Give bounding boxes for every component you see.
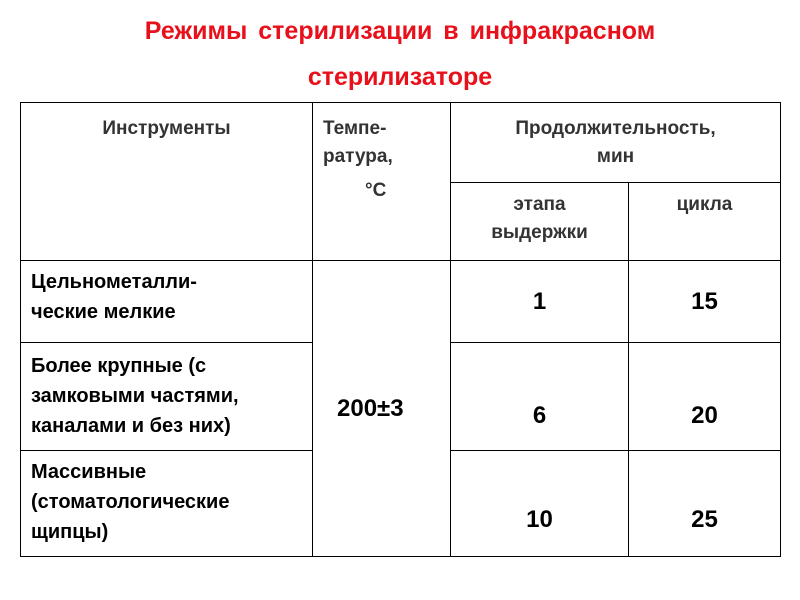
cycle-value-cell	[629, 451, 781, 557]
cycle-value: 15	[691, 287, 718, 315]
header-temperature-line-1: Темпе-	[323, 118, 387, 139]
stage-value: 6	[532, 402, 547, 429]
instrument-line: (стоматологические	[31, 491, 230, 513]
cycle-value-cell	[629, 343, 781, 451]
sterilization-table	[20, 102, 781, 557]
header-stage-line-2: выдержки	[491, 222, 588, 243]
instrument-line: Цельнометалли-	[31, 271, 197, 293]
header-duration-line-1: Продолжительность,	[515, 118, 716, 139]
cycle-value: 25	[691, 506, 718, 533]
header-instruments-label: Инструменты	[102, 118, 231, 139]
header-temperature-line-2: ратура,	[323, 146, 393, 167]
header-cycle	[629, 183, 781, 261]
header-duration-line-2: мин	[596, 146, 635, 167]
cycle-value-cell	[629, 261, 781, 343]
header-stage	[451, 183, 629, 261]
page-title	[0, 8, 800, 100]
instrument-line: Более крупные (с	[31, 355, 207, 377]
stage-value-cell	[451, 261, 629, 343]
instrument-line: каналами и без них)	[31, 415, 231, 437]
header-duration	[451, 103, 781, 183]
instrument-line: щипцы)	[31, 521, 109, 543]
stage-value: 1	[532, 287, 547, 315]
title-line-2: стерилизаторе	[307, 63, 493, 91]
stage-value-cell	[451, 343, 629, 451]
table-row	[21, 261, 781, 343]
instrument-cell	[21, 343, 313, 451]
header-row-1	[21, 103, 781, 183]
header-stage-line-1: этапа	[513, 194, 566, 215]
title-line-1: Режимы стерилизации в инфракрасном	[144, 17, 656, 45]
temperature-value-cell	[313, 261, 451, 557]
instrument-cell	[21, 451, 313, 557]
cycle-value: 20	[691, 402, 718, 429]
stage-value-cell	[451, 451, 629, 557]
instrument-line: ческие мелкие	[31, 301, 176, 323]
instrument-line: Массивные	[31, 461, 147, 483]
header-temperature-unit: °С	[365, 180, 387, 201]
header-instruments	[21, 103, 313, 261]
instrument-cell	[21, 261, 313, 343]
temperature-value: 200±3	[337, 394, 404, 422]
stage-value: 10	[526, 506, 553, 533]
header-temperature	[313, 103, 451, 261]
instrument-line: замковыми частями,	[31, 385, 239, 407]
header-cycle-label: цикла	[676, 194, 733, 215]
